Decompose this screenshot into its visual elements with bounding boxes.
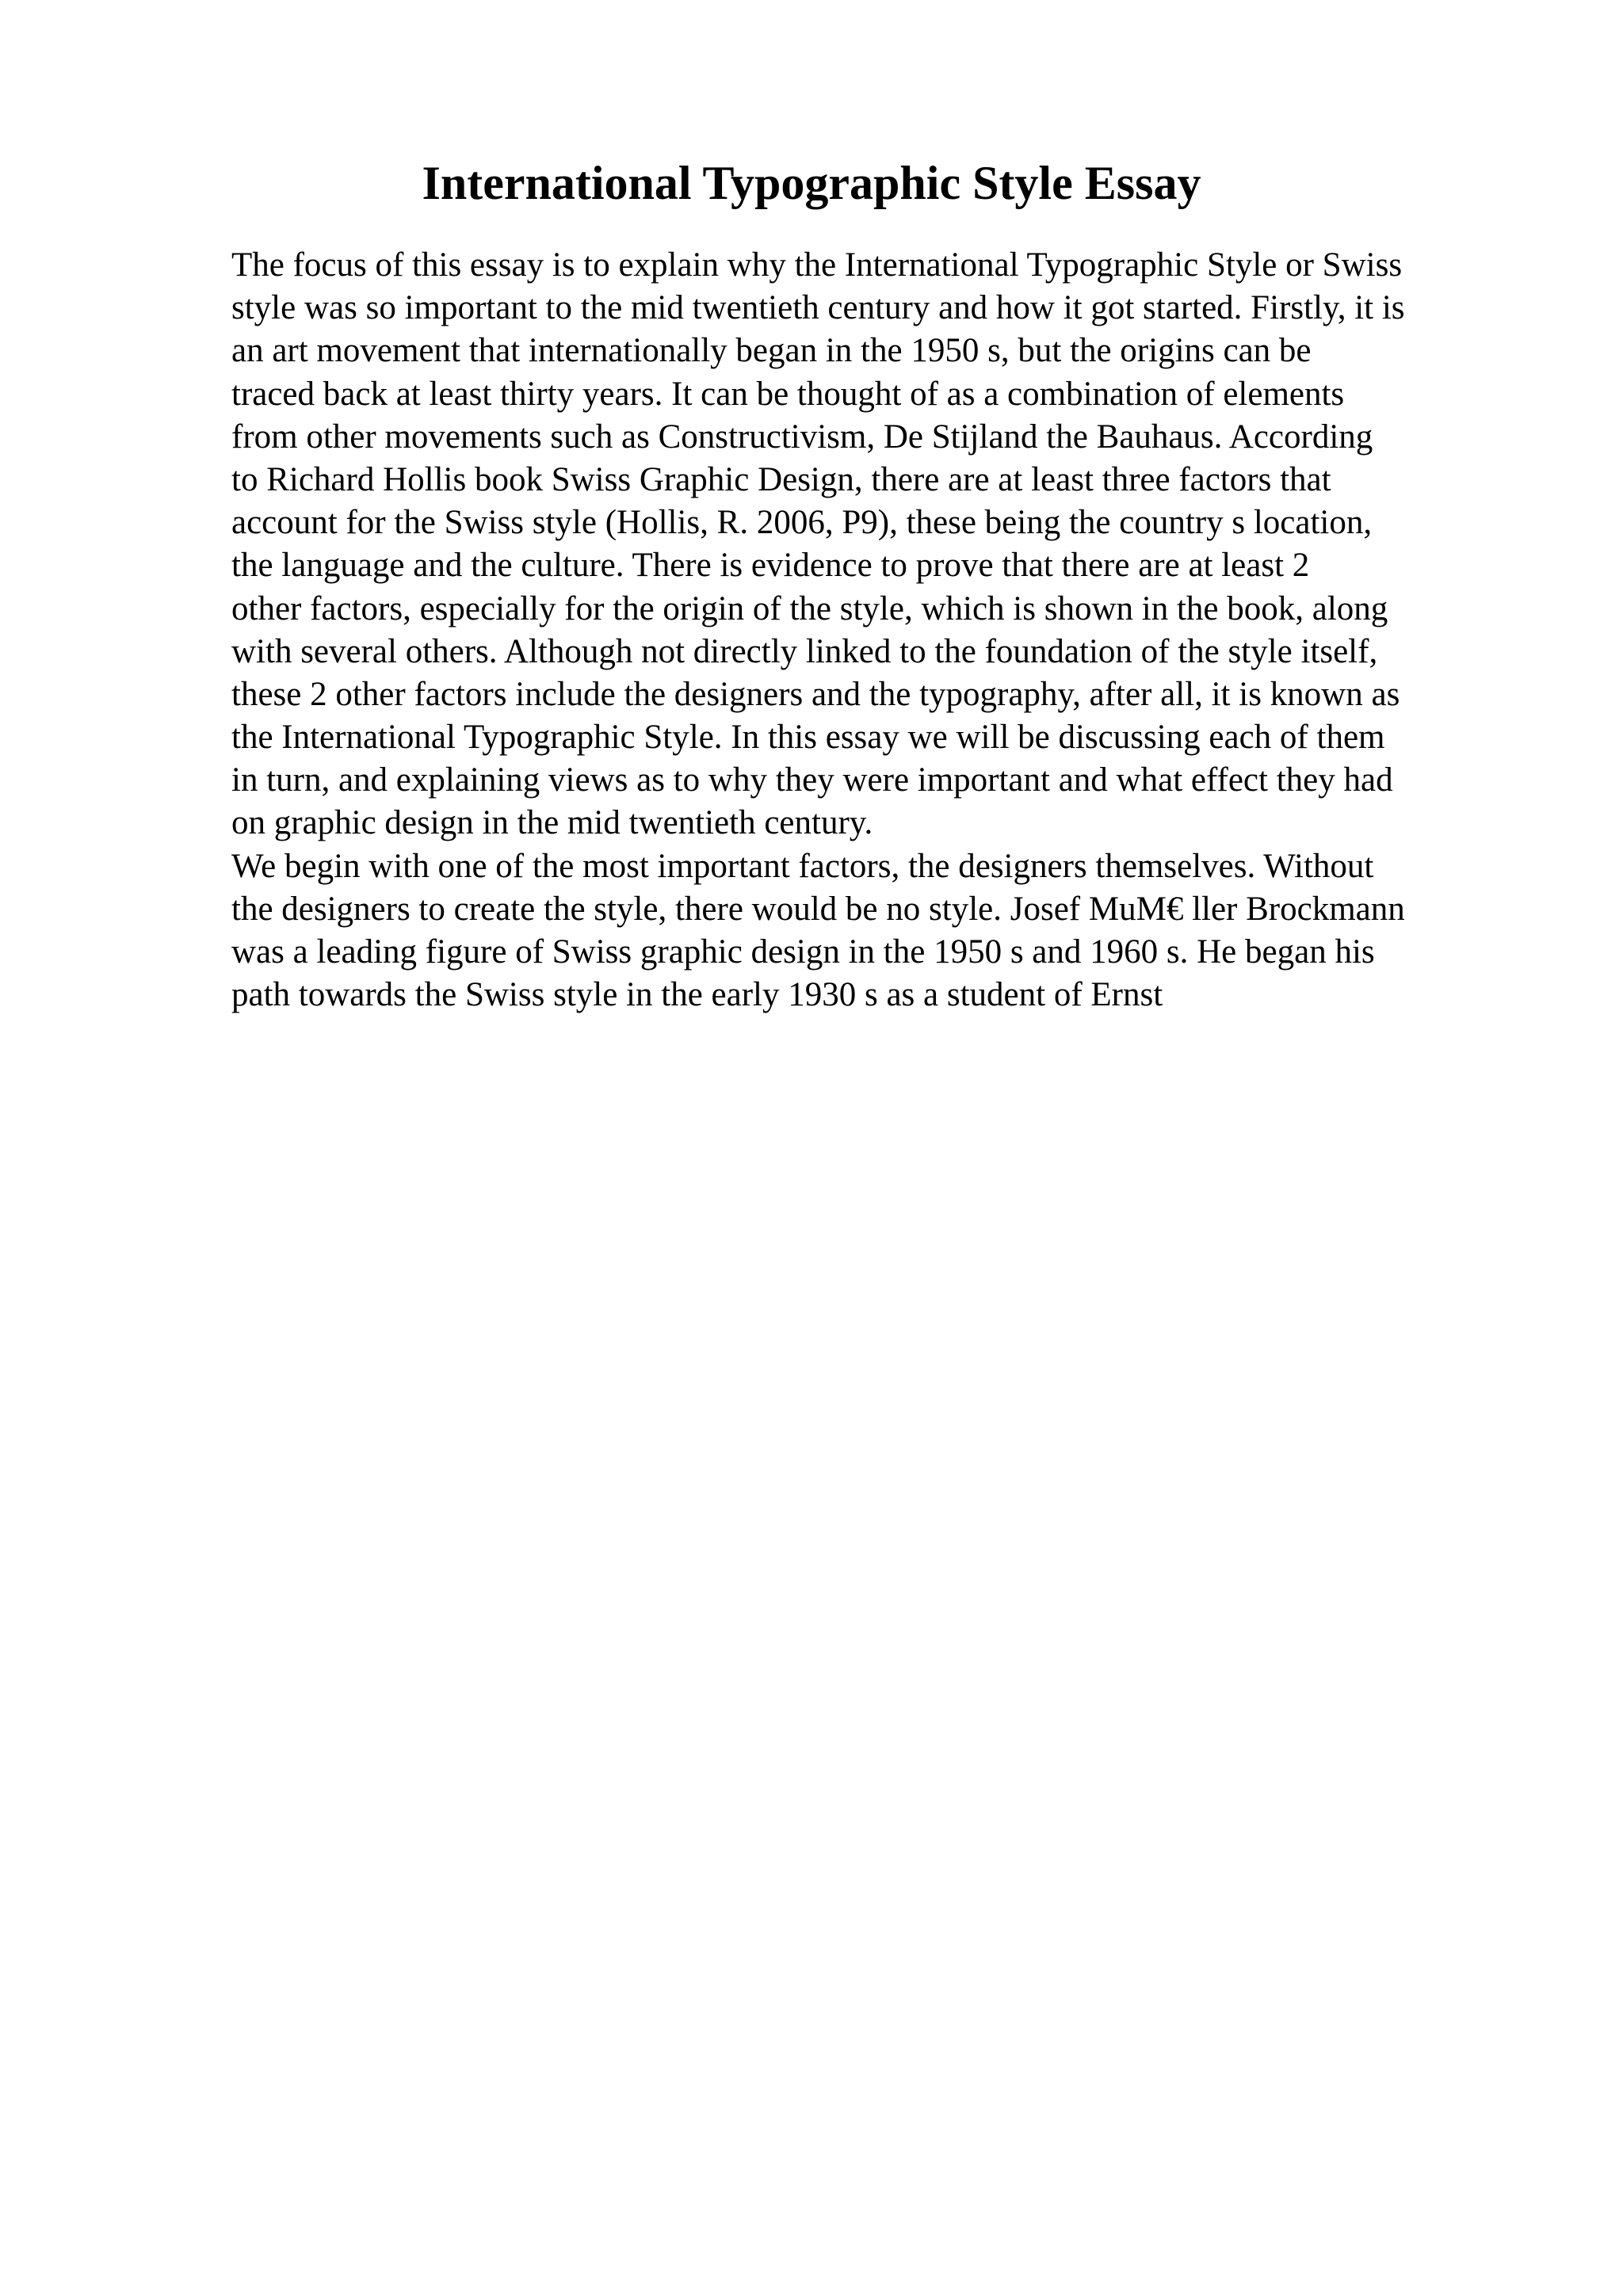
text-line: the language and the culture. There is evidence to prove that there are at least 2 [231, 547, 1310, 585]
text-line: from other movements such as Constructivism, De Stijland the Bauhaus. According [231, 418, 1373, 456]
text-line: on graphic design in the mid twentieth century. [231, 804, 873, 842]
text-line: to Richard Hollis book Swiss Graphic Design, there are at least three factors that [231, 460, 1331, 498]
text-line: The focus of this essay is to explain why the International Typographic Style or Swiss [231, 246, 1403, 284]
text-line: account for the Swiss style (Hollis, R. 2006, P9), these being the country s location, [231, 504, 1373, 542]
essay-body [231, 244, 1515, 1016]
text-line: in turn, and explaining views as to why they were important and what effect they had [231, 761, 1393, 799]
text-line: path towards the Swiss style in the early 1930 s as a student of Ernst [231, 976, 1163, 1014]
text-line: with several others. Although not directly linked to the foundation of the style itself, [231, 632, 1378, 670]
text-line: traced back at least thirty years. It can be thought of as a combination of elements [231, 375, 1345, 413]
page-title: International Typographic Style Essay [422, 157, 1201, 209]
text-line: these 2 other factors include the designers and the typography, after all, it is known as [231, 675, 1400, 713]
text-line: the International Typographic Style. In this essay we will be discussing each of them [231, 719, 1385, 757]
text-line: style was so important to the mid twentieth century and how it got started. Firstly, it is [231, 289, 1405, 327]
text-line: was a leading figure of Swiss graphic design in the 1950 s and 1960 s. He began his [231, 933, 1375, 971]
text-line: the designers to create the style, there would be no style. Josef MuM€ ller Brockmann [231, 890, 1405, 928]
text-line: We begin with one of the most important factors, the designers themselves. Without [231, 847, 1374, 885]
text-line: other factors, especially for the origin of the style, which is shown in the book, along [231, 589, 1388, 627]
text-line: an art movement that internationally began in the 1950 s, but the origins can be [231, 332, 1312, 370]
